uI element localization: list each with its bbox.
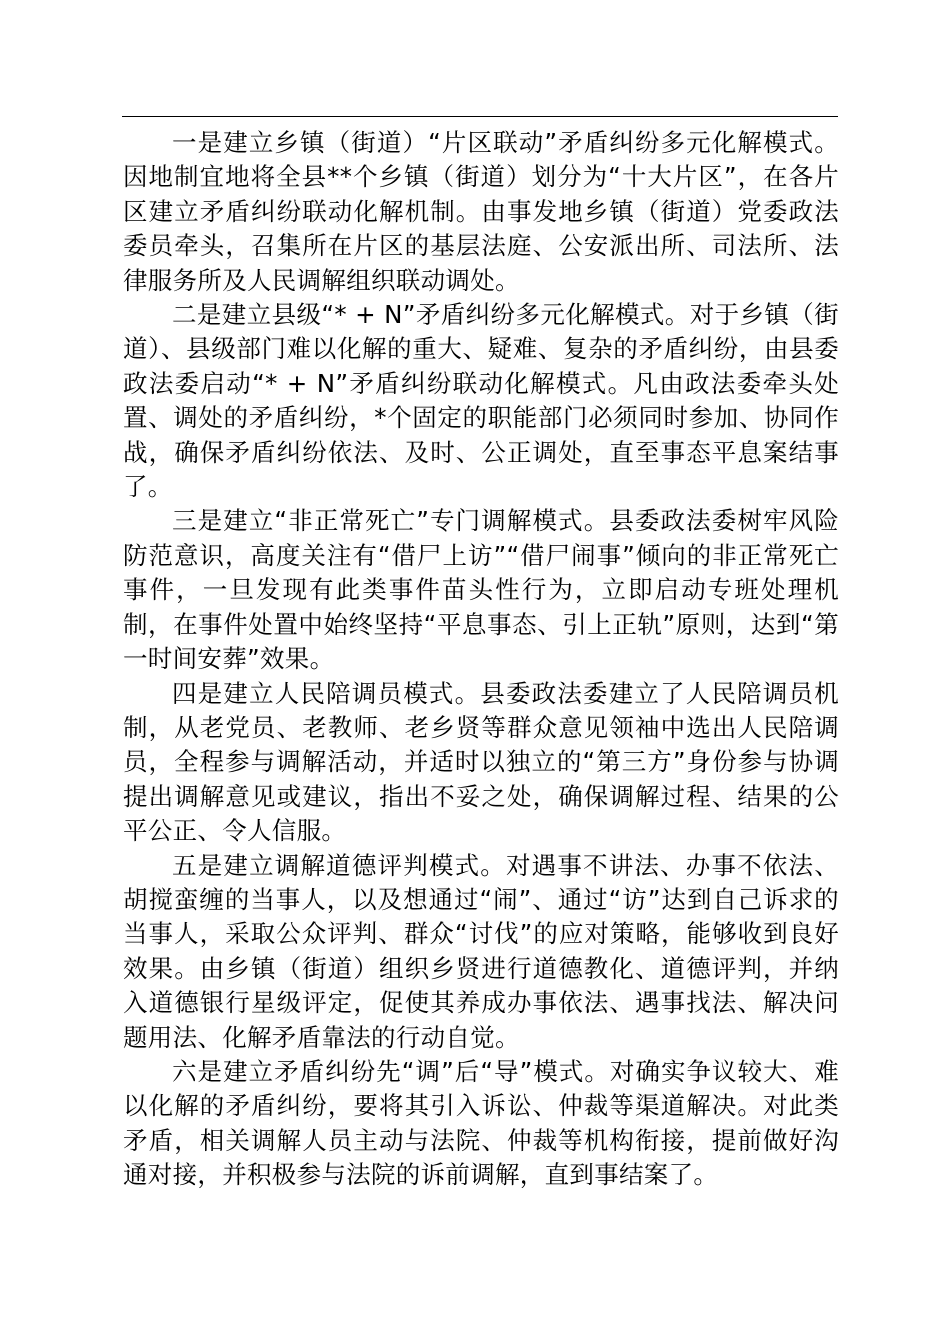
paragraph-3: 三是建立“非正常死亡”专门调解模式。县委政法委树牢风险防范意识，高度关注有“借尸上访”“借尸闹事”倾向的非正常死亡事件，一旦发现有此类事件苗头性行为，立即启动专班处理机制，在事件处置中始终坚持“平息事态、引上正轨”原则，达到“第一时间安葬”效果。 (123, 506, 839, 674)
paragraph-5: 五是建立调解道德评判模式。对遇事不讲法、办事不依法、胡搅蛮缠的当事人，以及想通过“闹”、通过“访”达到自己诉求的当事人，采取公众评判、群众“讨伐”的应对策略，能够收到良好效果。由乡镇（街道）组织乡贤进行道德教化、道德评判，并纳入道德银行星级评定，促使其养成办事依法、遇事找法、解决问题用法、化解矛盾靠法的行动自觉。 (123, 850, 839, 1052)
paragraph-4: 四是建立人民陪调员模式。县委政法委建立了人民陪调员机制，从老党员、老教师、老乡贤等群众意见领袖中选出人民陪调员，全程参与调解活动，并适时以独立的“第三方”身份参与协调提出调解意见或建议，指出不妥之处，确保调解过程、结果的公平公正、令人信服。 (123, 678, 839, 846)
paragraph-1: 一是建立乡镇（街道）“片区联动”矛盾纠纷多元化解模式。因地制宜地将全县**个乡镇（街道）划分为“十大片区”，在各片区建立矛盾纠纷联动化解机制。由事发地乡镇（街道）党委政法委员牵头，召集所在片区的基层法庭、公安派出所、司法所、法律服务所及人民调解组织联动调处。 (123, 128, 839, 295)
paragraph-6: 六是建立矛盾纠纷先“调”后“导”模式。对确实争议较大、难以化解的矛盾纠纷，要将其引入诉讼、仲裁等渠道解决。对此类矛盾，相关调解人员主动与法院、仲裁等机构衔接，提前做好沟通对接，并积极参与法院的诉前调解，直到事结案了。 (123, 1056, 839, 1190)
paragraph-2: 二是建立县级“* + N”矛盾纠纷多元化解模式。对于乡镇（街道）、县级部门难以化解的重大、疑难、复杂的矛盾纠纷，由县委政法委启动“* + N”矛盾纠纷联动化解模式。凡由政法委牵头处置、调处的矛盾纠纷，*个固定的职能部门必须同时参加、协同作战，确保矛盾纠纷依法、及时、公正调处，直至事态平息案结事了。 (123, 300, 839, 502)
header-rule (122, 116, 838, 117)
document-body (123, 126, 839, 1193)
